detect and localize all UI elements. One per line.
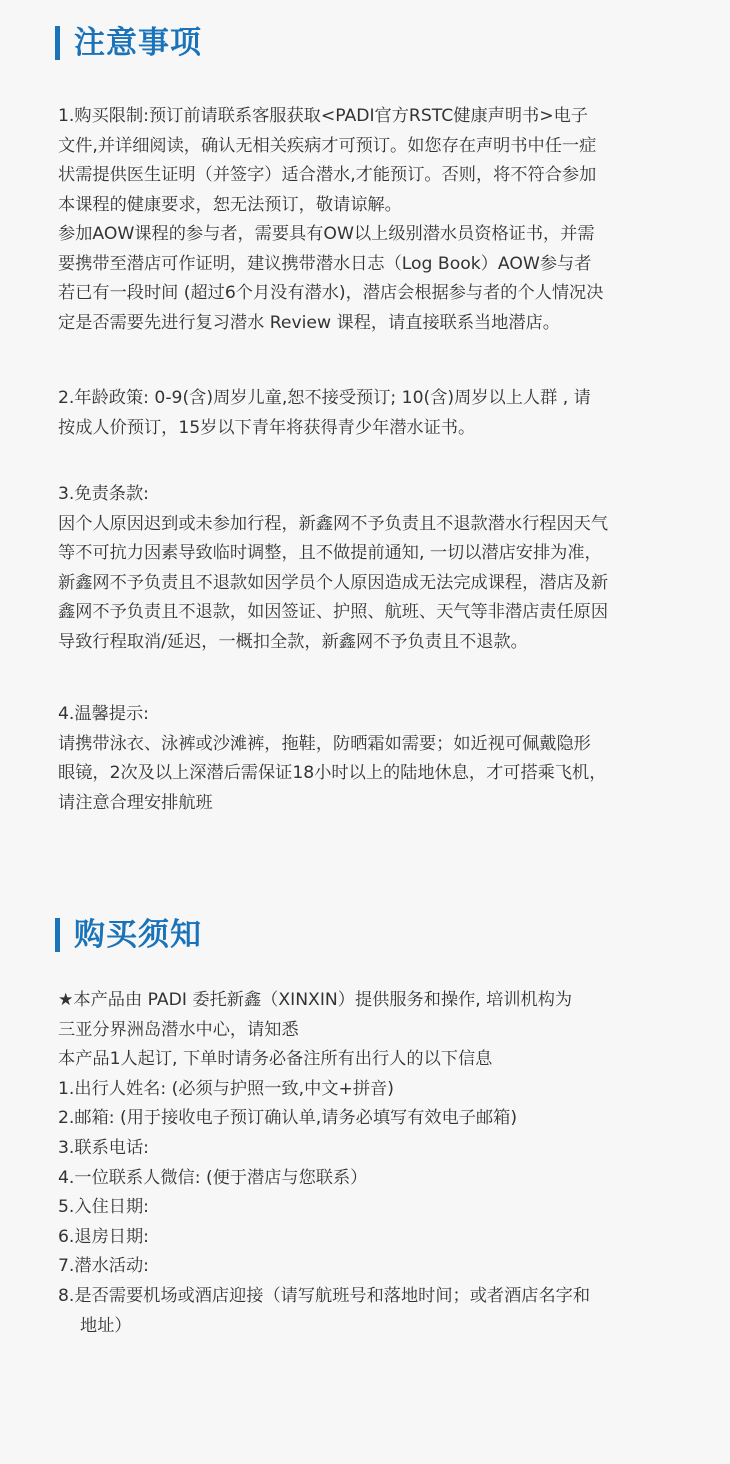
text-line: 请携带泳衣、泳裤或沙滩裤，拖鞋，防晒霜如需要；如近视可佩戴隐形 xyxy=(58,733,591,754)
text-line: 本课程的健康要求，恕无法预订，敬请谅解。 xyxy=(58,194,402,215)
list-item: ★本产品由 PADI 委托新鑫（XINXIN）提供服务和操作, 培训机构为 xyxy=(58,990,573,1010)
list-item: 5.入住日期: xyxy=(58,1197,149,1218)
section-title-notes xyxy=(55,26,202,60)
text-line: 文件,并详细阅读，确认无相关疾病才可预订。如您存在声明书中任一症 xyxy=(58,135,597,156)
text-line: 因个人原因迟到或未参加行程，新鑫网不予负责且不退款潜水行程因天气 xyxy=(58,513,609,534)
text-line: 参加AOW课程的参与者，需要具有OW以上级别潜水员资格证书，并需 xyxy=(58,224,595,244)
list-item: 三亚分界洲岛潜水中心，请知悉 xyxy=(58,1019,299,1040)
text-line: 状需提供医生证明（并签字）适合潜水,才能预订。否则，将不符合参加 xyxy=(58,165,597,185)
notice-disclaimer xyxy=(58,480,698,657)
title-accent-bar xyxy=(55,26,60,60)
title-accent-bar xyxy=(55,918,60,952)
list-item: 1.出行人姓名: (必须与护照一致,中文+拼音) xyxy=(58,1078,394,1099)
list-item: 8.是否需要机场或酒店迎接（请写航班号和落地时间；或者酒店名字和 xyxy=(58,1285,591,1306)
text-line: 导致行程取消/延迟，一概扣全款，新鑫网不予负责且不退款。 xyxy=(58,631,528,652)
list-item: 地址） xyxy=(80,1315,132,1336)
purchase-info-list xyxy=(58,986,698,1341)
text-line: 3.免责条款: xyxy=(58,484,149,504)
text-line: 1.购买限制:预订前请联系客服获取<PADI官方RSTC健康声明书>电子 xyxy=(58,106,588,126)
list-item: 6.退房日期: xyxy=(58,1226,149,1247)
text-line: 若已有一段时间 (超过6个月没有潜水)，潜店会根据参与者的个人情况决 xyxy=(58,283,604,303)
text-line: 按成人价预订，15岁以下青年将获得青少年潜水证书。 xyxy=(58,417,476,438)
list-item: 7.潜水活动: xyxy=(58,1256,149,1277)
text-line: 眼镜，2次及以上深潜后需保证18小时以上的陆地休息，才可搭乘飞机， xyxy=(58,763,607,783)
text-line: 4.温馨提示: xyxy=(58,704,149,724)
list-item: 本产品1人起订, 下单时请务必备注所有出行人的以下信息 xyxy=(58,1049,493,1070)
notice-purchase-restriction xyxy=(58,102,698,338)
section-heading: 购买须知 xyxy=(74,917,202,953)
text-line: 等不可抗力因素导致临时调整，且不做提前通知, 一切以潜店安排为准， xyxy=(58,543,602,563)
notice-age-policy xyxy=(58,384,698,443)
list-item: 4.一位联系人微信: (便于潜店与您联系） xyxy=(58,1167,368,1188)
text-line: 新鑫网不予负责且不退款如因学员个人原因造成无法完成课程，潜店及新 xyxy=(58,572,609,593)
text-line: 请注意合理安排航班 xyxy=(58,792,213,813)
text-line: 定是否需要先进行复习潜水 Review 课程，请直接联系当地潜店。 xyxy=(58,312,560,333)
list-item: 2.邮箱: (用于接收电子预订确认单,请务必填写有效电子邮箱) xyxy=(58,1108,518,1129)
text-line: 鑫网不予负责且不退款，如因签证、护照、航班、天气等非潜店责任原因 xyxy=(58,602,609,622)
section-title-purchase-info xyxy=(55,918,202,952)
list-item: 3.联系电话: xyxy=(58,1137,149,1158)
notice-tips xyxy=(58,700,698,818)
text-line: 2.年龄政策: 0-9(含)周岁儿童,恕不接受预订; 10(含)周岁以上人群 , 请 xyxy=(58,388,591,408)
page-title: 注意事项 xyxy=(74,25,202,61)
text-line: 要携带至潜店可作证明，建议携带潜水日志（Log Book）AOW参与者 xyxy=(58,253,592,274)
